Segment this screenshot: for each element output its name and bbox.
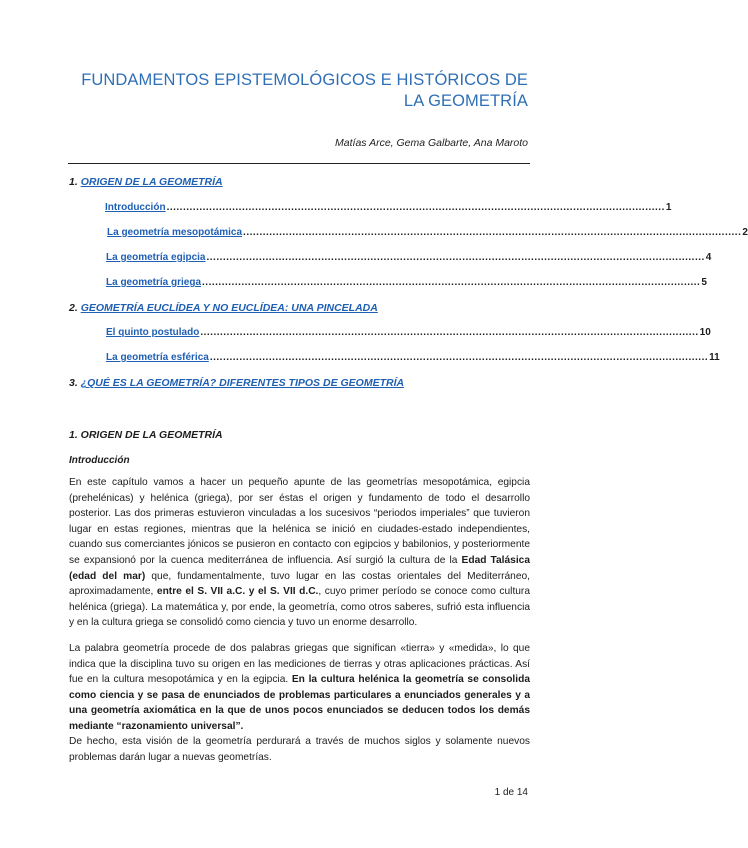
toc-section-1 — [69, 176, 223, 188]
paragraph-3: De hecho, esta visión de la geometría perdurará a través de muchos siglos y solamente nuevos problemas darán lugar a nuevas geometrías. — [69, 736, 530, 763]
paragraph-2 — [69, 641, 530, 735]
paragraph-1-text-a: En este capítulo vamos a hacer un pequeño apunte de las geometrías mesopotámica, egipcia (prehelénicas) y helénica (griega), por ser éstas el origen y fundamento de todo el desarrollo posterior. Las dos primeras estuvieron vinculadas a los sucesivos “periodos imperiales” que tuvieron lugar en estas regiones, mientras que la helénica se inició en ciudades-estado independientes, cuando sus comerciantes jónicos se pusieron en contacto con egipcios y babilonios, y posteriormente se expansionó por la cuenca mediterránea de influencia. Así surgió la cultura de la — [69, 477, 530, 566]
toc-section-1-number: 1. — [69, 176, 78, 188]
toc-section-3-number: 3. — [69, 377, 78, 389]
paragraph-1-text-b: que, fundamentalmente, tuvo lugar en las costas orientales del Mediterráneo, aproximadamente, — [69, 570, 530, 598]
toc-leader-dots: ........................................................................................................................................................ — [200, 327, 699, 338]
toc-item-label[interactable]: La geometría mesopotámica — [107, 227, 243, 238]
toc-leader-dots: ........................................................................................................................................................ — [209, 352, 709, 363]
toc-item-esferica[interactable] — [106, 352, 720, 363]
page-number: 1 de 14 — [494, 787, 528, 798]
toc-section-3 — [69, 377, 404, 389]
paragraph-1-bold-a: Edad Talásica (edad del mar) — [69, 554, 530, 582]
toc-item-quinto-postulado[interactable] — [106, 327, 711, 338]
subsection-heading: Introducción — [69, 455, 130, 466]
header-divider — [68, 163, 530, 164]
toc-section-3-link[interactable]: ¿QUÉ ES LA GEOMETRÍA? DIFERENTES TIPOS DE GEOMETRÍA — [80, 377, 405, 389]
toc-item-label[interactable]: Introducción — [105, 202, 166, 213]
toc-item-label[interactable]: El quinto postulado — [106, 327, 200, 338]
toc-leader-dots: ........................................................................................................................................................ — [202, 277, 701, 288]
toc-section-2 — [69, 302, 378, 314]
toc-item-page: 10 — [699, 327, 711, 338]
toc-item-introduccion[interactable] — [105, 202, 672, 213]
toc-section-1-link[interactable]: ORIGEN DE LA GEOMETRÍA — [80, 176, 223, 188]
toc-item-page: 4 — [705, 252, 712, 263]
paragraph-1 — [69, 475, 530, 631]
toc-item-page: 11 — [709, 352, 720, 363]
toc-item-label[interactable]: La geometría griega — [106, 277, 202, 288]
toc-leader-dots: ........................................................................................................................................................ — [206, 252, 705, 263]
toc-item-label[interactable]: La geometría egipcia — [106, 252, 206, 263]
document-title: FUNDAMENTOS EPISTEMOLÓGICOS E HISTÓRICOS DE LA GEOMETRÍA — [81, 71, 528, 110]
toc-item-label[interactable]: La geometría esférica — [106, 352, 209, 363]
paragraph-2-text: La palabra geometría procede de dos palabras griegas que significan «tierra» y «medida», lo que indica que la disciplina tuvo su origen en las mediciones de tierras y otras aplicaciones prácticas. Así fue en la cultura mesopotámica y en la egipcia. — [69, 643, 530, 686]
toc-item-page: 1 — [665, 202, 672, 213]
document-authors: Matías Arce, Gema Galbarte, Ana Maroto — [335, 137, 528, 149]
paragraph-1-bold-b: entre el S. VII a.C. y el S. VII d.C. — [156, 586, 319, 598]
toc-leader-dots: ........................................................................................................................................................ — [166, 202, 665, 213]
toc-item-mesopotamica[interactable] — [107, 227, 748, 238]
toc-item-griega[interactable] — [106, 277, 707, 288]
toc-item-page: 5 — [701, 277, 707, 288]
toc-item-egipcia[interactable] — [106, 252, 712, 263]
section-heading: 1. ORIGEN DE LA GEOMETRÍA — [69, 429, 223, 441]
toc-section-2-link[interactable]: GEOMETRÍA EUCLÍDEA Y NO EUCLÍDEA: UNA PINCELADA — [80, 302, 378, 314]
toc-item-page: 2 — [742, 227, 748, 238]
paragraph-2-bold: En la cultura helénica la geometría se consolida como ciencia y se pasa de enunciados de problemas particulares a enunciados generales y a una geometría axiomática en la que de unos pocos enunciados se deducen todos los demás mediante “razonamiento universal”. — [69, 674, 530, 732]
paragraph-1-text-c: , cuyo primer período se conoce como cultura helénica (griega). La matemática y, por ende, la geometría, como otros saberes, sufrió esta influencia y en la cultura griega se consolidó como ciencia y tuvo un enorme desarrollo. — [69, 586, 530, 629]
toc-leader-dots: ........................................................................................................................................................ — [243, 227, 742, 238]
toc-section-2-number: 2. — [69, 302, 78, 314]
